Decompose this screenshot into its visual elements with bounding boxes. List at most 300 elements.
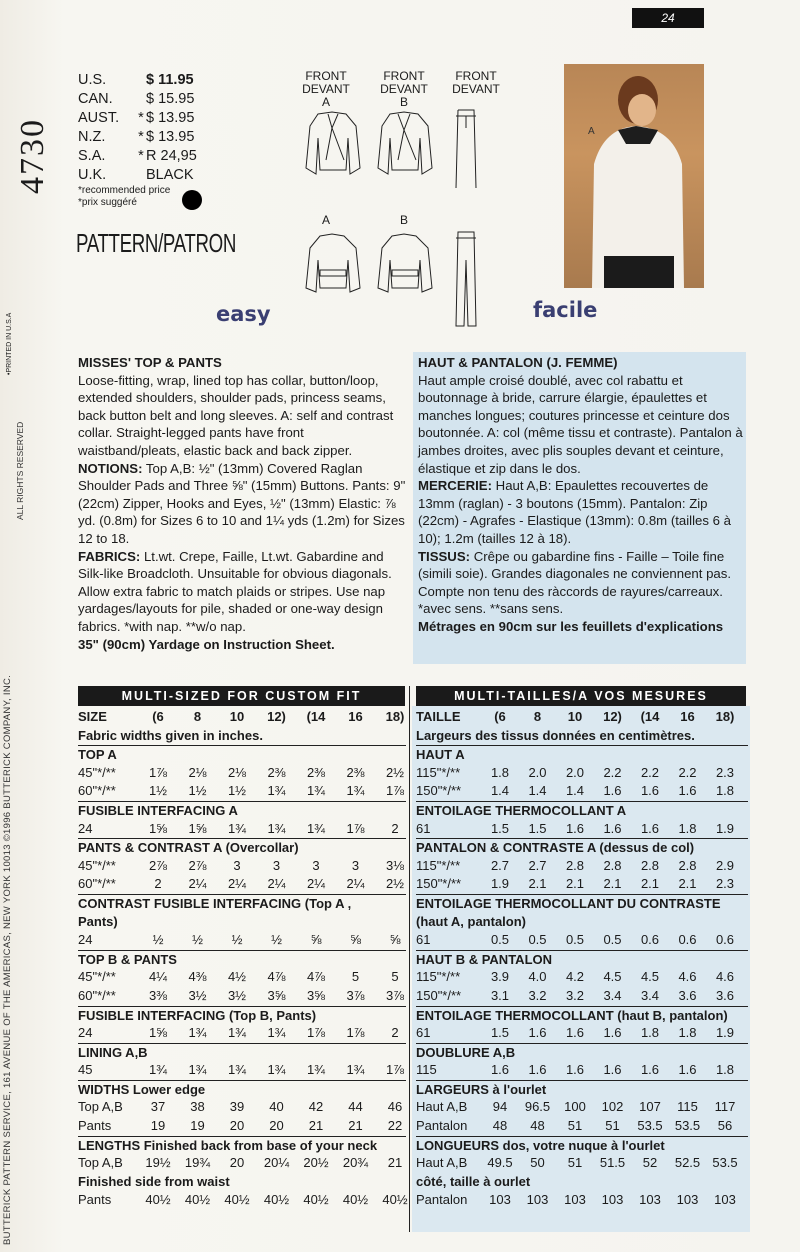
table-cell: 46: [387, 1099, 403, 1115]
table-cell: 1.6: [603, 820, 622, 836]
table-cell: 103: [526, 1192, 549, 1208]
table-cell: 2.8: [678, 857, 697, 873]
table-row-section: [78, 745, 406, 764]
table-cell: 2.1: [565, 876, 585, 892]
table-cell: 12): [603, 709, 622, 724]
table-cell: 3⅜: [148, 987, 168, 1003]
table-fr-header-bar: MULTI-TAILLES/A VOS MESURES: [416, 686, 746, 706]
table-cell: 3: [312, 857, 320, 873]
table-row-label: 24: [78, 820, 93, 836]
table-cell: 40½: [263, 1192, 290, 1208]
desc-fr-yardage: Métrages en 90cm sur les feuillets d'explications: [418, 618, 724, 634]
table-cell: 1.4: [565, 783, 585, 799]
table-cell: 1¾: [306, 820, 326, 836]
table-row-label: 61: [416, 932, 431, 948]
table-row-label: 115"*/**: [416, 969, 461, 985]
easy-label: easy: [216, 302, 271, 326]
table-row-section: [416, 1136, 748, 1155]
price-asterisk: *: [138, 147, 144, 164]
table-row-label: 150"*/**: [416, 783, 462, 799]
table-row-data: [416, 1061, 748, 1080]
table-cell: 1.8: [640, 1025, 660, 1041]
table-cell: ⅝: [389, 932, 401, 948]
table-cell: 4.0: [528, 969, 547, 985]
table-cell: 103: [601, 1192, 624, 1208]
table-cell: 1¾: [267, 1025, 286, 1041]
table-cell: 1½: [227, 783, 247, 799]
table-cell: 1.8: [678, 820, 697, 836]
table-row-label: HAUT B & PANTALON: [416, 951, 553, 967]
table-cell: 3.4: [640, 987, 660, 1003]
table-cell: 2.2: [678, 764, 697, 780]
table-row-label: 45: [78, 1062, 93, 1078]
table-cell: 1.6: [565, 820, 585, 836]
table-row-label: LENGTHS Finished back from base of your neck: [78, 1137, 378, 1153]
table-row-section: [416, 894, 748, 913]
description-french: [418, 354, 748, 636]
table-cell: 1.6: [603, 1025, 622, 1041]
table-row-label: 150"*/**: [416, 987, 462, 1003]
table-row-data: [78, 931, 406, 950]
table-cell: ½: [192, 932, 203, 948]
table-cell: 3⅞: [385, 987, 405, 1003]
table-row-data: [78, 875, 406, 894]
price-country: CAN.: [78, 90, 113, 107]
table-row-label: HAUT A: [416, 747, 465, 763]
table-row-label: 150"*/**: [416, 876, 462, 892]
table-row-label: TOP B & PANTS: [78, 951, 177, 967]
table-cell: 1.9: [715, 820, 735, 836]
table-cell: 1⅞: [306, 1025, 326, 1041]
table-cell: 1.9: [715, 1025, 735, 1041]
table-cell: 1¾: [267, 1062, 286, 1078]
table-row-label: ENTOILAGE THERMOCOLLANT DU CONTRASTE: [416, 895, 721, 911]
table-row-data: [416, 968, 748, 987]
table-cell: 1¾: [267, 783, 286, 799]
table-row-section: [416, 1080, 748, 1099]
table-row-label: (haut A, pantalon): [416, 913, 527, 929]
table-row-data: [416, 764, 748, 783]
price-value: $ 13.95: [146, 109, 195, 126]
table-cell: 40½: [145, 1192, 171, 1208]
table-row-label: 60"*/**: [78, 987, 116, 1003]
table-row-label: 115: [416, 1062, 437, 1078]
table-cell: 1⅝: [148, 820, 168, 836]
table-row-label: 45"*/**: [78, 969, 116, 985]
table-cell: 2: [391, 1025, 399, 1041]
table-row-label: FUSIBLE INTERFACING (Top B, Pants): [78, 1007, 317, 1023]
table-cell: 53.5: [637, 1118, 663, 1134]
table-cell: 4⅞: [306, 969, 326, 985]
table-row-section: [78, 1043, 406, 1062]
table-cell: 1⅝: [148, 1025, 168, 1041]
table-cell: 115: [677, 1099, 698, 1115]
table-cell: 2⅞: [148, 857, 168, 873]
top-a-front-sketch: [306, 112, 360, 174]
table-row-size: [416, 708, 748, 727]
table-row-cont: [416, 1173, 748, 1192]
table-cell: (14: [306, 709, 326, 724]
table-cell: 12): [267, 709, 286, 724]
table-row-data: [416, 820, 748, 839]
table-cell: 51.5: [599, 1155, 626, 1171]
table-row-label: WIDTHS Lower edge: [78, 1081, 206, 1097]
table-cell: 2: [154, 876, 162, 892]
table-row-section: [416, 745, 748, 764]
table-cell: 107: [639, 1099, 661, 1115]
table-cell: 1¾: [227, 1062, 247, 1078]
table-cell: 37: [150, 1099, 166, 1115]
table-cell: 20: [269, 1118, 284, 1134]
table-cell: 117: [714, 1099, 736, 1115]
table-cell: 2.3: [715, 876, 735, 892]
table-row-section: [78, 894, 406, 913]
table-cell: 3: [233, 857, 241, 873]
table-row-label: ENTOILAGE THERMOCOLLANT (haut B, pantalon): [416, 1007, 728, 1023]
table-cell: ⅝: [350, 932, 361, 948]
table-cell: 48: [530, 1118, 545, 1134]
table-cell: 10: [229, 709, 245, 724]
table-cell: 40: [269, 1099, 284, 1115]
pants-back-sketch: [456, 232, 476, 326]
table-row-head: [416, 727, 748, 746]
table-cell: 3: [272, 857, 281, 873]
table-cell: 3⅞: [346, 987, 365, 1003]
table-cell: 21: [348, 1118, 363, 1134]
model-photo-illustration: [564, 64, 704, 288]
table-cell: 20¾: [342, 1155, 369, 1171]
table-cell: 3.6: [715, 987, 735, 1003]
price-row: [78, 89, 226, 108]
table-cell: 2⅛: [227, 764, 247, 780]
table-row-label: 60"*/**: [78, 876, 116, 892]
table-cell: (6: [152, 709, 164, 724]
table-row-data: [78, 1154, 406, 1173]
table-cell: 2⅜: [306, 764, 326, 780]
table-row-label: ENTOILAGE THERMOCOLLANT A: [416, 802, 627, 818]
table-row-data: [78, 820, 406, 839]
table-cell: 40½: [224, 1192, 250, 1208]
table-cell: 3.9: [490, 969, 510, 985]
table-row-data: [416, 1154, 748, 1173]
price-country: S.A.: [78, 147, 106, 164]
table-cell: 2⅜: [346, 764, 365, 780]
table-row-data: [416, 987, 748, 1006]
table-row-label: 24: [78, 932, 93, 948]
label-front-a: FRONT DEVANT A: [302, 69, 350, 109]
price-value: $ 15.95: [146, 90, 195, 107]
spine-printed-text: •PRINTED IN U.S.A: [6, 312, 13, 375]
table-row-data: [78, 1191, 406, 1210]
table-cell: 52: [642, 1155, 658, 1171]
table-cell: 100: [564, 1099, 586, 1115]
price-row: [78, 70, 226, 89]
table-cell: 2⅜: [267, 764, 286, 780]
pattern-number: 4730: [14, 118, 51, 194]
table-cell: 40½: [382, 1192, 408, 1208]
back-sketches-svg: [298, 230, 478, 330]
table-cell: 2.8: [640, 857, 660, 873]
table-cell: ⅝: [310, 932, 322, 948]
table-cell: 1⅞: [346, 1025, 365, 1041]
table-cell: 18): [385, 709, 405, 724]
table-cell: 1.5: [490, 1025, 510, 1041]
table-cell: 19: [190, 1118, 205, 1134]
table-cell: 2.1: [678, 876, 697, 892]
table-row-data: [78, 1098, 406, 1117]
table-row-data: [416, 782, 748, 801]
desc-fr-notions: MERCERIE: Haut A,B: Epaulettes recouvertes de 13mm (raglan) - 3 boutons (15mm). Pantalon: Zip (22cm) - Agrafes - Elastique (13mm): 0.8m (tailles 6 à 10); 1.2m (tailles 12 à 18).: [418, 478, 731, 546]
table-cell: 2.2: [640, 764, 660, 780]
table-cell: 44: [348, 1099, 363, 1115]
table-cell: 40½: [342, 1192, 369, 1208]
table-cell: 3.2: [565, 987, 585, 1003]
table-cell: 40½: [303, 1192, 329, 1208]
table-row-label: Pantalon: [416, 1118, 468, 1134]
front-sketches-svg: [298, 108, 478, 188]
table-cell: 1.6: [528, 1062, 547, 1078]
price-country: N.Z.: [78, 128, 106, 145]
price-value: $ 11.95: [146, 71, 194, 88]
table-cell: 2¼: [306, 876, 326, 892]
table-cell: 1.6: [528, 1025, 547, 1041]
table-cell: 3⅝: [267, 987, 286, 1003]
table-cell: 51: [567, 1155, 583, 1171]
table-cell: 39: [229, 1099, 245, 1115]
table-row-section: [78, 1006, 406, 1025]
table-cell: 1¾: [267, 820, 286, 836]
table-cell: 1⅞: [385, 1062, 405, 1078]
desc-en-yardage: 35" (90cm) Yardage on Instruction Sheet.: [78, 636, 335, 652]
spine-rights-text: ALL RIGHTS RESERVED: [15, 421, 25, 520]
table-cell: 0.5: [565, 932, 585, 948]
table-cell: 2¼: [188, 876, 207, 892]
table-cell: 103: [489, 1192, 511, 1208]
table-cell: 1.6: [603, 783, 622, 799]
table-row-data: [78, 857, 406, 876]
table-cell: 19¾: [184, 1155, 211, 1171]
table-cell: 1¾: [227, 1025, 247, 1041]
table-row-label: côté, taille à ourlet: [416, 1173, 531, 1189]
table-row-section: [416, 1006, 748, 1025]
table-cell: 2½: [385, 764, 405, 780]
table-cell: 1¾: [148, 1062, 168, 1078]
table-cell: 2: [391, 820, 399, 836]
price-list: [78, 70, 226, 208]
description-english: [78, 354, 408, 653]
table-row-data: [78, 987, 406, 1006]
table-cell: 1⅞: [346, 820, 365, 836]
table-cell: 0.5: [490, 932, 510, 948]
table-row-data: [416, 931, 748, 950]
table-row-label: TOP A: [78, 747, 117, 763]
table-row-label: Fabric widths given in inches.: [78, 727, 263, 743]
table-cell: 3.4: [603, 987, 622, 1003]
table-cell: 53.5: [674, 1118, 701, 1134]
table-cell: 22: [387, 1118, 403, 1134]
table-row-label: Pants: [78, 1192, 112, 1208]
table-cell: 5: [391, 969, 399, 985]
table-cell: 1.4: [528, 783, 547, 799]
table-cell: 51: [567, 1118, 583, 1134]
table-cell: 20: [229, 1118, 245, 1134]
table-row-cont: [78, 1173, 406, 1192]
table-cell: 2¼: [227, 876, 247, 892]
table-cell: 4⅜: [188, 969, 207, 985]
table-cell: 2.1: [603, 876, 622, 892]
table-cell: 21: [387, 1155, 403, 1171]
table-cell: 19: [150, 1118, 166, 1134]
table-cell: 38: [190, 1099, 205, 1115]
table-cell: 2.0: [565, 764, 585, 780]
table-cell: 1.6: [490, 1062, 510, 1078]
price-value: BLACK: [146, 166, 194, 183]
table-cell: 103: [639, 1192, 661, 1208]
table-cell: 2⅛: [188, 764, 207, 780]
table-row-data: [416, 1098, 748, 1117]
table-cell: (14: [640, 709, 660, 724]
table-cell: 1.6: [678, 1062, 697, 1078]
table-row-label: 61: [416, 820, 431, 836]
photo-view-label: A: [588, 126, 595, 137]
table-cell: 1.5: [490, 820, 510, 836]
table-cell: 1.4: [490, 783, 510, 799]
table-cell: 0.5: [603, 932, 622, 948]
table-cell: 103: [714, 1192, 736, 1208]
table-row-section: [416, 801, 748, 820]
model-photo: [564, 64, 704, 288]
table-cell: 2¼: [267, 876, 286, 892]
table-row-data: [78, 968, 406, 987]
table-cell: 2.1: [640, 876, 660, 892]
table-cell: 18): [715, 709, 735, 724]
table-cell: 1.6: [640, 783, 660, 799]
table-row-label: Largeurs des tissus données en centimètres.: [416, 727, 695, 743]
table-row-label: 60"*/**: [78, 783, 116, 799]
table-cell: 20¼: [263, 1155, 290, 1171]
table-cell: 0.6: [678, 932, 697, 948]
price-row: [78, 127, 226, 146]
price-row: [78, 146, 226, 165]
page-number-tab: 24: [632, 8, 704, 28]
table-cell: 3.2: [528, 987, 547, 1003]
table-cell: 4.5: [640, 969, 660, 985]
table-cell: 16: [680, 709, 695, 724]
table-cell: 1⅞: [148, 764, 168, 780]
table-cell: 48: [492, 1118, 508, 1134]
table-cell: 2.7: [490, 857, 510, 873]
desc-en-title: MISSES' TOP & PANTS: [78, 355, 222, 370]
price-asterisk: *: [138, 128, 144, 145]
table-cell: 19½: [145, 1155, 171, 1171]
table-cell: 50: [530, 1155, 545, 1171]
table-cell: 40½: [184, 1192, 211, 1208]
label-front-b: FRONT DEVANT B: [380, 69, 428, 109]
price-asterisk: *: [138, 109, 144, 126]
desc-fr-body: Haut ample croisé doublé, avec col rabattu et boutonnage à bride, carrure élargie, épaulettes et manches longues; coutures princesse et ceinture dos boutonnée. A: col (même tissu et contraste). Pantalon à jambes droites, avec plis souples devant et ceinture, élastique et zip dans le dos.: [418, 372, 743, 476]
table-cell: 4⅞: [267, 969, 286, 985]
table-cell: 3⅛: [385, 857, 405, 873]
price-country: AUST.: [78, 109, 120, 126]
table-cell: 1¾: [188, 1062, 207, 1078]
table-cell: 1¾: [346, 1062, 365, 1078]
table-cell: 3½: [227, 987, 247, 1003]
table-row-data: [416, 857, 748, 876]
table-cell: 20: [229, 1155, 245, 1171]
table-row-label: 45"*/**: [78, 764, 116, 780]
table-cell: 1.5: [528, 820, 547, 836]
table-row-head: [78, 727, 406, 746]
table-row-data: [78, 1061, 406, 1080]
table-row-label: 115"*/**: [416, 764, 461, 780]
table-cell: 96.5: [524, 1099, 551, 1115]
table-cell: 2.9: [715, 857, 735, 873]
table-cell: 3: [351, 857, 360, 873]
table-cell: 1.6: [640, 1062, 660, 1078]
table-row-data: [416, 1191, 748, 1210]
table-row-cont: [416, 913, 748, 932]
table-row-data: [78, 1117, 406, 1136]
table-row-label: Top A,B: [78, 1155, 123, 1171]
yardage-table-french: [416, 708, 748, 1210]
table-cell: 53.5: [712, 1155, 738, 1171]
table-row-section: [78, 838, 406, 857]
table-cell: 1⅝: [188, 820, 207, 836]
table-cell: 3.1: [490, 987, 510, 1003]
table-row-data: [78, 764, 406, 783]
table-row-label: 61: [416, 1025, 431, 1041]
table-cell: 4.6: [678, 969, 697, 985]
table-cell: 2.2: [603, 764, 622, 780]
top-a-back-sketch: [306, 234, 360, 292]
table-cell: 51: [605, 1118, 620, 1134]
table-cell: 1.6: [603, 1062, 622, 1078]
table-cell: 1½: [148, 783, 168, 799]
label-back-a: A: [321, 213, 330, 227]
top-b-front-sketch: [378, 112, 432, 174]
price-row: [78, 108, 226, 127]
table-cell: 5: [351, 969, 360, 985]
table-row-label: Haut A,B: [416, 1099, 468, 1115]
table-row-label: PANTALON & CONTRASTE A (dessus de col): [416, 840, 695, 856]
label-front-pants: FRONT DEVANT: [452, 69, 500, 96]
table-cell: ½: [152, 932, 164, 948]
table-row-label: CONTRAST FUSIBLE INTERFACING (Top A ,: [78, 895, 352, 911]
table-cell: 42: [308, 1099, 324, 1115]
table-row-section: [416, 950, 748, 969]
table-row-section: [78, 801, 406, 820]
table-cell: 3.6: [678, 987, 697, 1003]
table-row-label: 45"*/**: [78, 857, 116, 873]
table-row-label: Pants: [78, 1118, 112, 1134]
table-cell: 1.8: [490, 764, 510, 780]
table-row-label: Pantalon: [416, 1192, 468, 1208]
table-row-label: 115"*/**: [416, 857, 461, 873]
table-cell: 2.0: [528, 764, 547, 780]
table-cell: 94: [492, 1099, 508, 1115]
table-en-header-bar: MULTI-SIZED FOR CUSTOM FIT: [78, 686, 405, 706]
table-row-label: DOUBLURE A,B: [416, 1044, 516, 1060]
desc-en-fabrics: FABRICS: Lt.wt. Crepe, Faille, Lt.wt. Gabardine and Silk-like Broadcloth. Unsuitable for obvious diagonals. Allow extra fabric to match plaids or stripes. Use nap yardages/layouts for pile, shaded or one-way design fabrics. *with nap. **w/o nap.: [78, 548, 392, 634]
table-row-section: [78, 950, 406, 969]
table-cell: 1¾: [188, 1025, 207, 1041]
desc-en-notions: NOTIONS: Top A,B: ½" (13mm) Covered Raglan Shoulder Pads and Three ⅝" (15mm) Buttons. Pants: 9" (22cm) Zipper, Hooks and Eyes, ½" (13mm) Elastic: ⅞ yd. (0.8m) for Sizes 6 to 10 and 1¼ yds (1.2m) for Sizes 12 to 18.: [78, 460, 406, 546]
table-cell: 1.6: [640, 820, 660, 836]
table-row-data: [78, 782, 406, 801]
table-row-section: [416, 1043, 748, 1062]
table-cell: 4½: [227, 969, 247, 985]
table-cell: 2.7: [528, 857, 547, 873]
